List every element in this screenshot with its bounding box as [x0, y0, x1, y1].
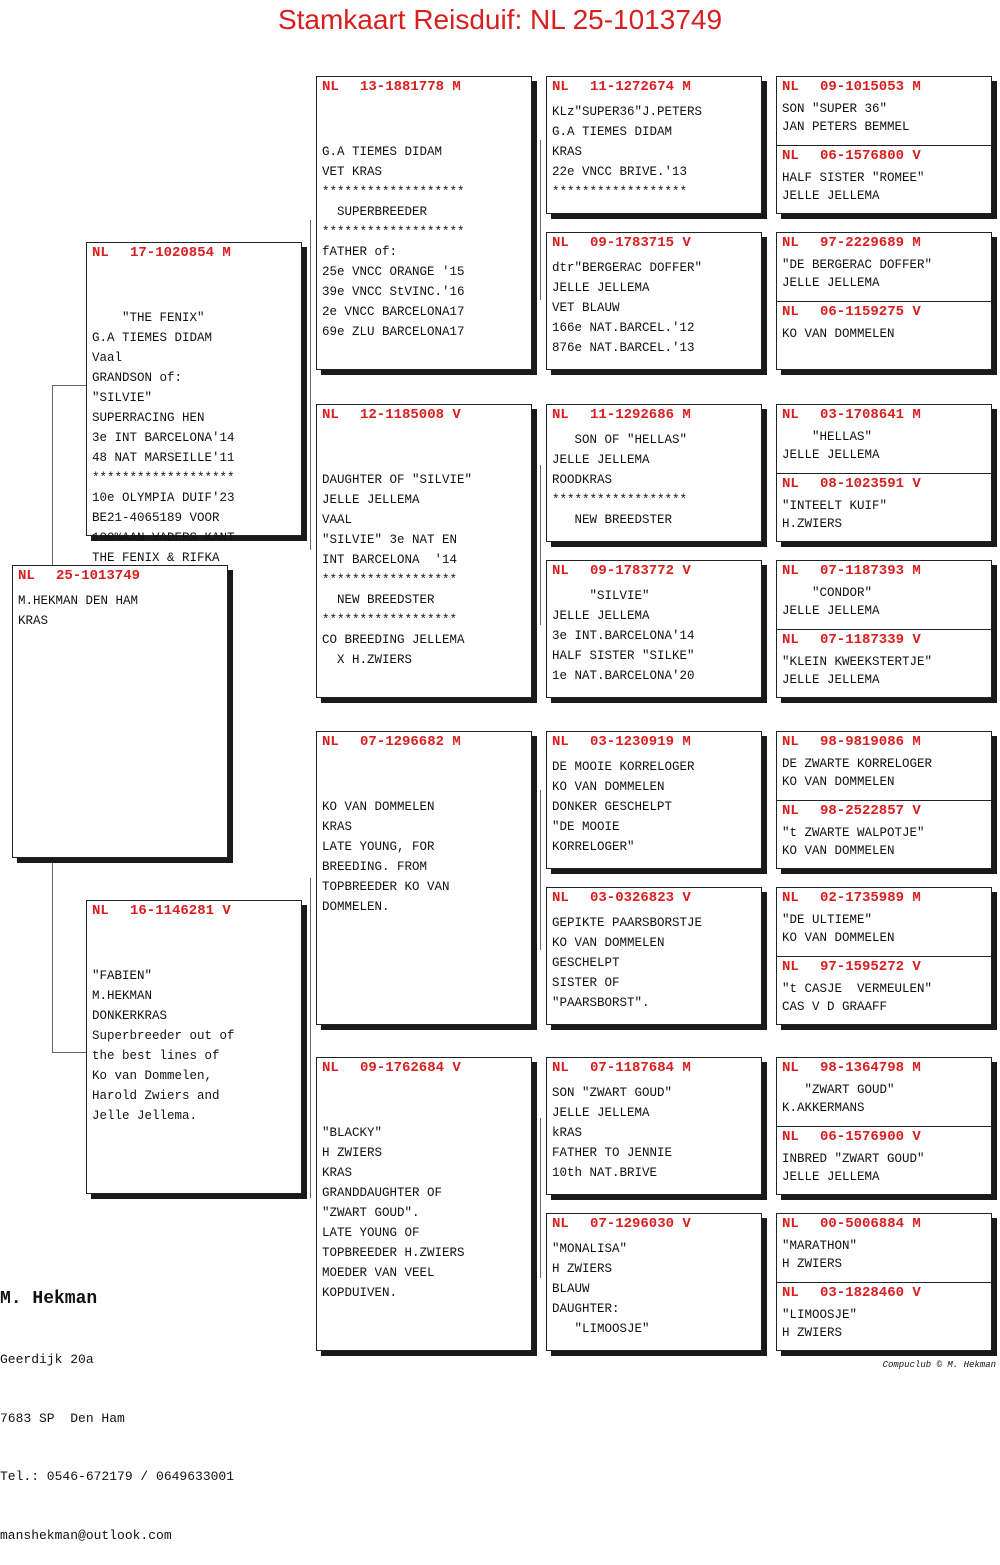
pigeon-details: DAUGHTER OF "SILVIE" JELLE JELLEMA VAAL "SILVIE" 3e NAT EN INT BARCELONA '14 ****************** NEW BREEDSTER ****************** CO BREEDING JELLEMA X H.ZWIERS [322, 473, 473, 667]
pigeon-details: DE MOOIE KORRELOGER KO VAN DOMMELEN DONKER GESCHELPT "DE MOOIE KORRELOGER" [552, 760, 695, 854]
pigeon-details: "INTEELT KUIF" H.ZWIERS [782, 499, 888, 531]
pigeon-details: G.A TIEMES DIDAM VET KRAS ******************* SUPERBREEDER ******************* fATHER of: 25e VNCC ORANGE '15 39e VNCC StVINC.'16 2e VNCC BARCELONA17 69e ZLU BARCELONA17 [322, 145, 465, 339]
connector-line [52, 385, 53, 565]
ring-number: NL 06-1576900 V [782, 1129, 921, 1145]
owner-address: Geerdijk 20a [0, 1352, 94, 1367]
great-grandparent-card [546, 232, 762, 370]
great-grandparent-card [546, 404, 762, 542]
pedigree-entry [777, 561, 991, 629]
pigeon-details: M.HEKMAN DEN HAM KRAS [18, 594, 139, 628]
pedigree-entry [777, 1126, 991, 1194]
ring-number: NL 06-1159275 V [782, 304, 921, 320]
ring-number: NL 11-1292686 M [552, 407, 691, 423]
pigeon-details: "HELLAS" JELLE JELLEMA [782, 430, 880, 462]
pigeon-details: "MONALISA" H ZWIERS BLAUW DAUGHTER: "LIMOOSJE" [552, 1242, 650, 1336]
ring-number: NL 03-0326823 V [552, 890, 691, 906]
ring-number: NL 07-1296030 V [552, 1216, 691, 1232]
connector-line [52, 862, 53, 1052]
great-grandparent-card [546, 1057, 762, 1195]
pigeon-details: INBRED "ZWART GOUD" JELLE JELLEMA [782, 1152, 925, 1184]
pigeon-details: "BLACKY" H ZWIERS KRAS GRANDDAUGHTER OF "ZWART GOUD". LATE YOUNG OF TOPBREEDER H.ZWIERS MOEDER VAN VEEL KOPDUIVEN. [322, 1126, 465, 1300]
pedigree-entry [777, 77, 991, 145]
pigeon-details: "ZWART GOUD" K.AKKERMANS [782, 1083, 895, 1115]
gg-grandparent-pair [776, 731, 992, 869]
pigeon-details: "MARATHON" H ZWIERS [782, 1239, 858, 1271]
owner-city: 7683 SP Den Ham [0, 1410, 125, 1426]
pigeon-details: KO VAN DOMMELEN [782, 327, 895, 341]
ring-number: NL 25-1013749 [18, 568, 141, 584]
pedigree-entry [777, 1282, 991, 1350]
great-grandparent-card [546, 1213, 762, 1351]
connector-line [310, 878, 311, 1198]
pedigree-entry [777, 629, 991, 697]
pigeon-details: dtr"BERGERAC DOFFER" JELLE JELLEMA VET BLAUW 166e NAT.BARCEL.'12 876e NAT.BARCEL.'13 [552, 261, 703, 355]
connector-line [52, 385, 88, 386]
pigeon-details: "t ZWARTE WALPOTJE" KO VAN DOMMELEN [782, 826, 925, 858]
ring-number: NL 03-1708641 M [782, 407, 921, 423]
ring-number: NL 09-1783772 V [552, 563, 691, 579]
pigeon-details: DE ZWARTE KORRELOGER KO VAN DOMMELEN [782, 757, 933, 789]
pigeon-details: GEPIKTE PAARSBORSTJE KO VAN DOMMELEN GESCHELPT SISTER OF "PAARSBORST". [552, 916, 703, 1010]
pedigree-entry [777, 145, 991, 213]
pigeon-details: "t CASJE VERMEULEN" CAS V D GRAAFF [782, 982, 933, 1014]
ring-number: NL 16-1146281 V [92, 903, 231, 919]
pedigree-entry [777, 301, 991, 369]
ring-number: NL 13-1881778 M [322, 79, 461, 95]
gg-grandparent-pair [776, 404, 992, 542]
pigeon-details: "DE BERGERAC DOFFER" JELLE JELLEMA [782, 258, 933, 290]
gg-grandparent-pair [776, 887, 992, 1025]
ring-number: NL 09-1015053 M [782, 79, 921, 95]
pigeon-details: "KLEIN KWEEKSTERTJE" JELLE JELLEMA [782, 655, 933, 687]
pedigree-entry [777, 888, 991, 956]
ring-number: NL 97-1595272 V [782, 959, 921, 975]
parent-card-dam [86, 900, 302, 1194]
gg-grandparent-pair [776, 560, 992, 698]
ring-number: NL 12-1185008 V [322, 407, 461, 423]
grandparent-card [316, 404, 532, 698]
ring-number: NL 17-1020854 M [92, 245, 231, 261]
ring-number: NL 03-1828460 V [782, 1285, 921, 1301]
pedigree-entry [777, 405, 991, 473]
great-grandparent-card [546, 887, 762, 1025]
ring-number: NL 09-1783715 V [552, 235, 691, 251]
ring-number: NL 07-1187684 M [552, 1060, 691, 1076]
pigeon-details: HALF SISTER "ROMEE" JELLE JELLEMA [782, 171, 925, 203]
ring-number: NL 98-9819086 M [782, 734, 921, 750]
ring-number: NL 00-5006884 M [782, 1216, 921, 1232]
owner-phone: Tel.: 0546-672179 / 0649633001 [0, 1469, 235, 1484]
pedigree-entry [777, 800, 991, 868]
grandparent-card [316, 76, 532, 370]
footer-credit: Compuclub © M. Hekman [882, 1360, 996, 1370]
subject-card [12, 565, 228, 858]
pedigree-entry [777, 1214, 991, 1282]
pedigree-entry [777, 233, 991, 301]
connector-line [540, 465, 541, 625]
connector-line [540, 140, 541, 300]
owner-name: M. Hekman [0, 1289, 98, 1309]
connector-line [540, 1118, 541, 1278]
ring-number: NL 08-1023591 V [782, 476, 921, 492]
connector-line [52, 1052, 88, 1053]
grandparent-card [316, 1057, 532, 1351]
ring-number: NL 07-1187393 M [782, 563, 921, 579]
pedigree-entry [777, 732, 991, 800]
pedigree-entry [777, 956, 991, 1024]
owner-email: manshekman@outlook.com [0, 1527, 172, 1543]
grandparent-card [316, 731, 532, 1025]
great-grandparent-card [546, 76, 762, 214]
great-grandparent-card [546, 560, 762, 698]
pedigree-entry [777, 1058, 991, 1126]
pedigree-entry [777, 473, 991, 541]
page-title: Stamkaart Reisduif: NL 25-1013749 [277, 4, 723, 35]
ring-number: NL 11-1272674 M [552, 79, 691, 95]
pigeon-details: "DE ULTIEME" KO VAN DOMMELEN [782, 913, 895, 945]
pigeon-details: "SILVIE" JELLE JELLEMA 3e INT.BARCELONA'14 HALF SISTER "SILKE" 1e NAT.BARCELONA'20 [552, 589, 695, 683]
pigeon-details: "CONDOR" JELLE JELLEMA [782, 586, 880, 618]
pigeon-details: "THE FENIX" G.A TIEMES DIDAM Vaal GRANDSON of: "SILVIE" SUPERRACING HEN 3e INT BARCELONA'14 48 NAT MARSEILLE'11 ******************* 10e OLYMPIA DUIF'23 BE21-4065189 VOOR 100%AAN VADERS KANT THE FENIX & RIFKA [92, 311, 235, 565]
ring-number: NL 07-1296682 M [322, 734, 461, 750]
owner-contact [0, 1248, 234, 1565]
great-grandparent-card [546, 731, 762, 869]
pigeon-details: SON "ZWART GOUD" JELLE JELLEMA kRAS FATHER TO JENNIE 10th NAT.BRIVE [552, 1086, 673, 1180]
parent-card-sire [86, 242, 302, 565]
pigeon-details: "FABIEN" M.HEKMAN DONKERKRAS Superbreeder out of the best lines of Ko van Dommelen, Harold Zwiers and Jelle Jellema. [92, 969, 235, 1123]
pigeon-details: SON "SUPER 36" JAN PETERS BEMMEL [782, 102, 910, 134]
ring-number: NL 03-1230919 M [552, 734, 691, 750]
pigeon-details: KO VAN DOMMELEN KRAS LATE YOUNG, FOR BREEDING. FROM TOPBREEDER KO VAN DOMMELEN. [322, 800, 450, 914]
ring-number: NL 02-1735989 M [782, 890, 921, 906]
ring-number: NL 09-1762684 V [322, 1060, 461, 1076]
pigeon-details: KLz"SUPER36"J.PETERS G.A TIEMES DIDAM KRAS 22e VNCC BRIVE.'13 ****************** [552, 105, 703, 199]
ring-number: NL 06-1576800 V [782, 148, 921, 164]
pigeon-details: "LIMOOSJE" H ZWIERS [782, 1308, 858, 1340]
gg-grandparent-pair [776, 1057, 992, 1195]
pigeon-details: SON OF "HELLAS" JELLE JELLEMA ROODKRAS ****************** NEW BREEDSTER [552, 433, 688, 527]
ring-number: NL 07-1187339 V [782, 632, 921, 648]
ring-number: NL 97-2229689 M [782, 235, 921, 251]
ring-number: NL 98-1364798 M [782, 1060, 921, 1076]
gg-grandparent-pair [776, 76, 992, 214]
gg-grandparent-pair [776, 1213, 992, 1351]
connector-line [310, 220, 311, 550]
gg-grandparent-pair [776, 232, 992, 370]
ring-number: NL 98-2522857 V [782, 803, 921, 819]
connector-line [540, 790, 541, 950]
